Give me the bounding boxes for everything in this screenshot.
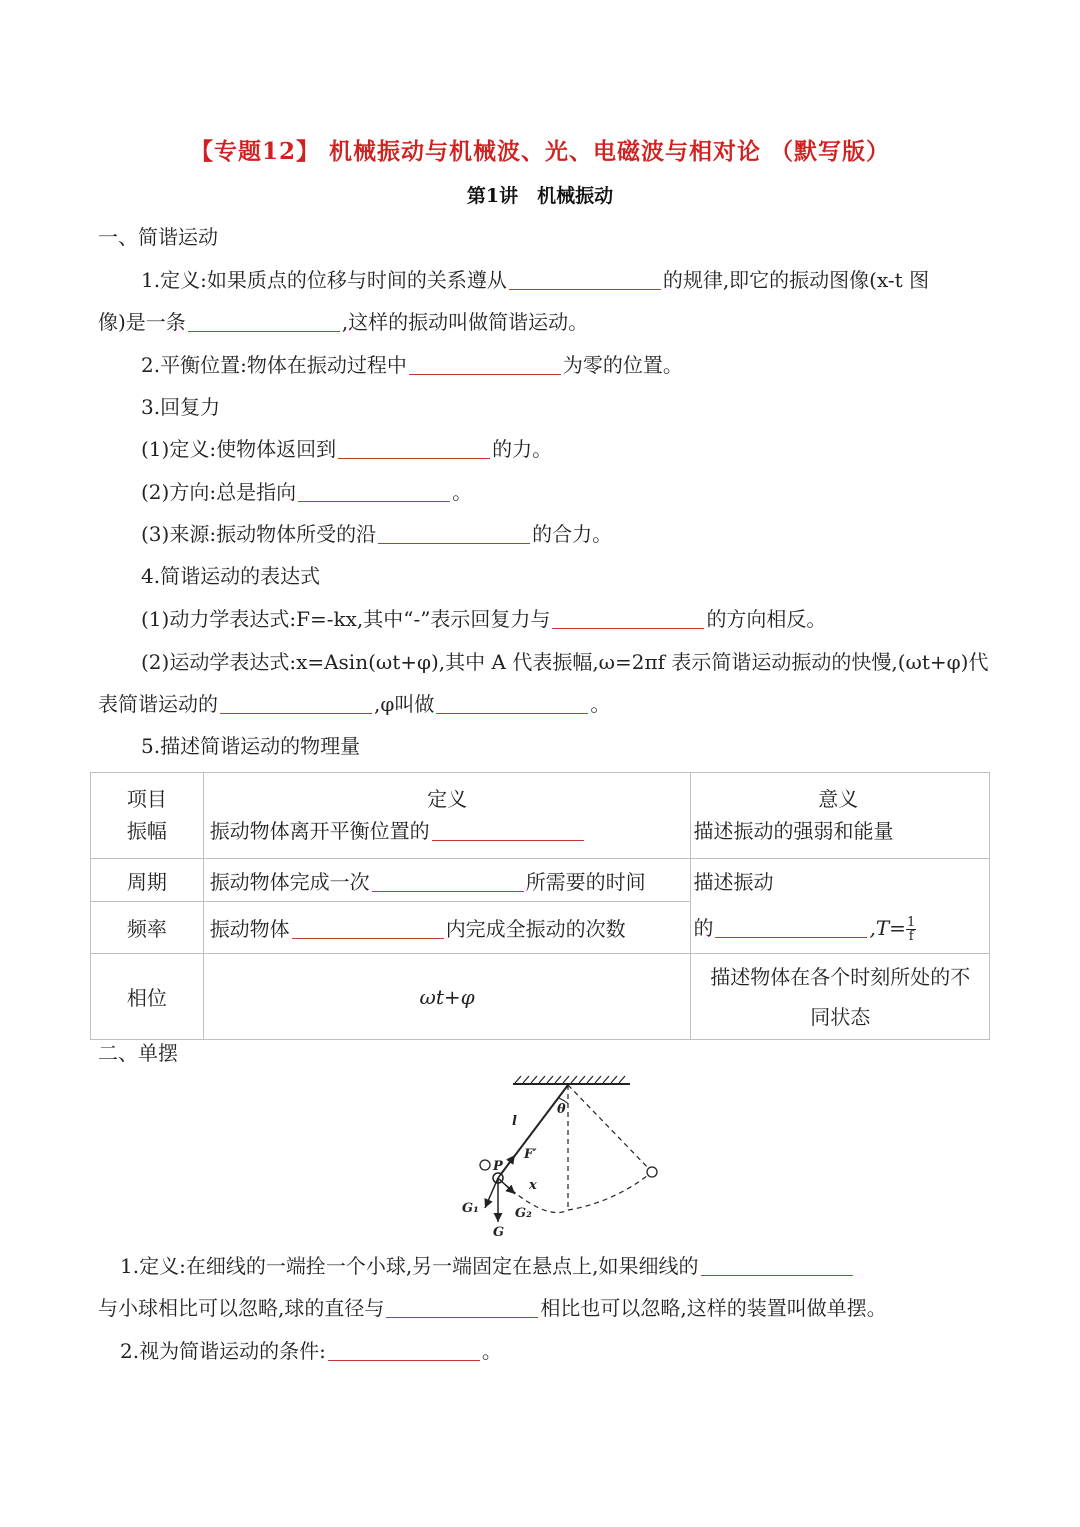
header-item: 项目 — [126, 786, 167, 811]
kinematics-expression-line: (2)运动学表达式:x=Asin(ωt+φ),其中 A 代表振幅,ω=2πf 表示简谐运动振动的快慢,(ωt+φ)代 — [141, 650, 989, 674]
label-g1: G₁ — [462, 1201, 479, 1216]
restoring-force-heading: 3.回复力 — [141, 395, 221, 419]
g1-arrow — [485, 1178, 498, 1208]
item-frequency: 频率 — [91, 902, 204, 954]
definition-line-2 — [98, 309, 588, 335]
document-title: 【专题12】 机械振动与机械波、光、电磁波与相对论 （默写版） — [189, 138, 891, 165]
text-segment: 的方向相反。 — [706, 607, 827, 631]
fill-blank[interactable] — [188, 311, 340, 332]
text-segment: 2.视为简谐运动的条件: — [120, 1339, 326, 1363]
dynamics-expression-line — [141, 606, 826, 632]
text-segment: 2.平衡位置:物体在振动过程中 — [141, 353, 407, 377]
fill-blank[interactable] — [386, 1297, 538, 1318]
text-segment: 所需要的时间 — [525, 869, 646, 894]
quantities-table — [90, 772, 990, 1040]
header-definition: 定义 — [427, 786, 468, 811]
equilibrium-line — [141, 352, 683, 378]
text-segment: 表简谐运动的 — [98, 692, 218, 716]
label-g2: G₂ — [515, 1206, 532, 1221]
table-cell — [91, 773, 204, 859]
text-segment: 与小球相比可以忽略,球的直径与 — [98, 1296, 385, 1320]
fill-blank[interactable] — [552, 608, 704, 629]
text-segment: 为零的位置。 — [562, 353, 683, 377]
fraction — [906, 916, 916, 943]
quantities-heading: 5.描述简谐运动的物理量 — [141, 734, 361, 758]
text-segment: 相比也可以忽略,这样的装置叫做单摆。 — [540, 1296, 887, 1320]
restoring-source-line — [141, 521, 612, 547]
phase-formula: ωt+φ — [419, 984, 475, 1009]
definition-frequency — [203, 902, 691, 954]
fill-blank[interactable] — [701, 1255, 853, 1276]
lecture-title: 第1讲 机械振动 — [466, 185, 614, 207]
text-segment: 振动物体 — [209, 917, 290, 941]
text-segment: 振动物体完成一次 — [209, 869, 370, 894]
pendulum-definition-line-2 — [98, 1295, 887, 1321]
fill-blank[interactable] — [328, 1340, 480, 1361]
expression-heading: 4.简谐运动的表达式 — [141, 564, 321, 588]
text-segment: 内完成全振动的次数 — [445, 917, 626, 941]
fill-blank[interactable] — [509, 269, 661, 290]
formula-text: ,T= — [869, 915, 906, 940]
text-segment: (2)方向:总是指向 — [141, 480, 297, 504]
item-phase: 相位 — [91, 954, 204, 1040]
text-line: 同状态 — [810, 1004, 871, 1029]
shm-condition-line — [120, 1338, 502, 1364]
meaning-amplitude: 描述振动的强弱和能量 — [693, 818, 894, 843]
fill-blank[interactable] — [220, 693, 372, 714]
meaning-period: 描述振动 — [691, 859, 990, 902]
definition-amplitude — [210, 813, 685, 849]
text-segment: (1)动力学表达式:F=-kx,其中“-”表示回复力与 — [141, 607, 551, 631]
fill-blank[interactable] — [409, 354, 561, 375]
text-segment: 1.定义:在细线的一端拴一个小球,另一端固定在悬点上,如果细线的 — [120, 1254, 699, 1278]
fill-blank[interactable] — [378, 523, 530, 544]
extreme-position-line — [568, 1085, 652, 1172]
fill-blank[interactable] — [372, 871, 524, 892]
text-segment: ,φ叫做 — [374, 692, 435, 716]
fraction-numerator: 1 — [906, 914, 916, 930]
fill-blank[interactable] — [292, 918, 444, 939]
table-row — [91, 859, 990, 902]
restoring-direction-line — [141, 479, 472, 505]
fill-blank[interactable] — [432, 820, 584, 841]
text-segment: 的规律,即它的振动图像(x-t 图 — [662, 268, 930, 292]
fill-blank[interactable] — [298, 481, 450, 502]
fill-blank[interactable] — [436, 693, 588, 714]
fill-blank[interactable] — [715, 917, 867, 938]
label-l: l — [512, 1114, 517, 1129]
text-segment: 的合力。 — [532, 522, 613, 546]
text-segment: 像)是一条 — [98, 310, 186, 334]
section-heading-shm: 一、简谐运动 — [98, 225, 218, 249]
table-row — [91, 902, 990, 954]
section-heading-pendulum: 二、单摆 — [98, 1041, 178, 1065]
text-segment: (1)定义:使物体返回到 — [141, 437, 337, 461]
g2-arrow — [498, 1178, 515, 1194]
label-g: G — [493, 1225, 505, 1240]
text-segment: 振动物体离开平衡位置的 — [209, 818, 430, 843]
label-x: x — [529, 1178, 537, 1193]
text-segment: 。 — [590, 692, 611, 716]
fraction-denominator: f — [908, 928, 914, 944]
text-segment: 的 — [693, 915, 714, 940]
label-f-prime: F′ — [524, 1147, 537, 1162]
table-row — [91, 773, 990, 859]
label-p: P — [493, 1159, 503, 1174]
ceiling-support — [513, 1076, 630, 1084]
meaning-phase — [691, 954, 990, 1040]
text-segment: ,这样的振动叫做简谐运动。 — [341, 310, 589, 334]
item-period: 周期 — [91, 859, 204, 902]
pendulum-definition-line-1 — [120, 1253, 855, 1279]
text-segment: 的力。 — [492, 437, 553, 461]
meaning-frequency — [691, 902, 990, 954]
text-line: 描述物体在各个时刻所处的不 — [710, 964, 971, 989]
definition-line-1 — [141, 267, 929, 293]
definition-period — [203, 859, 691, 902]
definition-phase — [203, 954, 691, 1040]
text-segment: (3)来源:振动物体所受的沿 — [141, 522, 377, 546]
restoring-definition-line — [141, 436, 552, 462]
text-segment: 。 — [452, 480, 473, 504]
text-segment: 1.定义:如果质点的位移与时间的关系遵从 — [141, 268, 507, 292]
header-meaning: 意义 — [818, 786, 859, 811]
phase-line — [98, 691, 610, 717]
fill-blank[interactable] — [338, 438, 490, 459]
label-theta: θ — [557, 1102, 566, 1117]
table-cell — [203, 773, 691, 859]
pendulum-diagram — [455, 1072, 670, 1244]
text-segment: 。 — [481, 1339, 502, 1363]
bob-left-position — [480, 1160, 490, 1170]
item-amplitude: 振幅 — [126, 818, 167, 843]
table-cell — [691, 773, 990, 859]
table-row — [91, 954, 990, 1040]
bob-right-position — [647, 1167, 657, 1177]
